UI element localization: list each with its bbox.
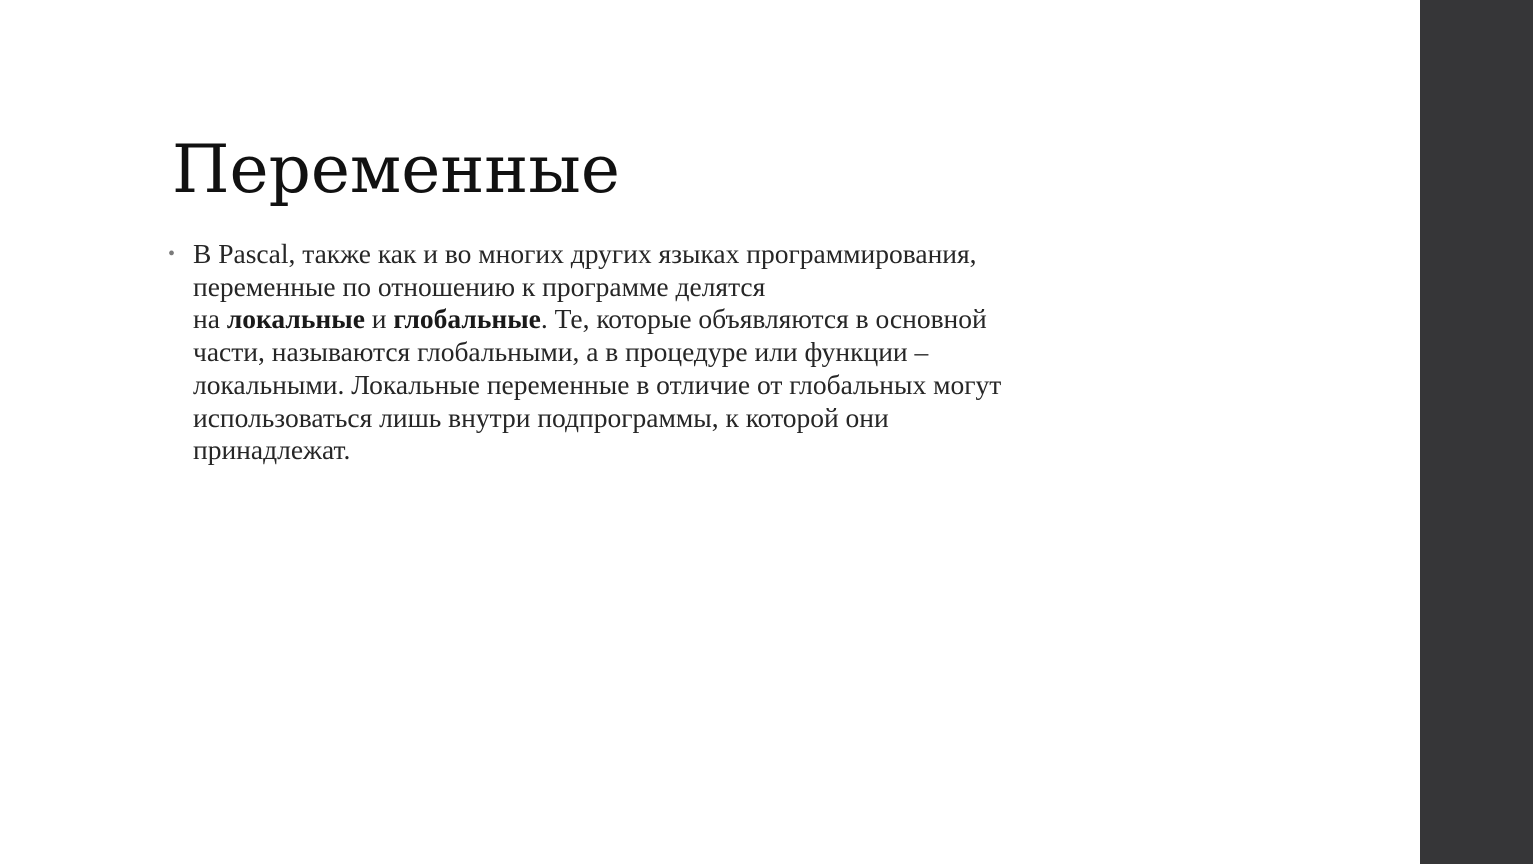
paragraph-line-4: части, называются глобальными, а в процедуре или функции – xyxy=(193,336,929,368)
line3-suffix: . Те, которые объявляются в основной xyxy=(540,303,987,335)
paragraph-line-6: использоваться лишь внутри подпрограммы, к которой они xyxy=(193,401,889,433)
line3-prefix: на xyxy=(193,303,227,335)
bold-term-local: локальные xyxy=(226,303,365,335)
line3-mid: и xyxy=(364,303,394,335)
paragraph-line-7: принадлежат. xyxy=(193,434,351,466)
slide-title: Переменные xyxy=(172,131,620,208)
paragraph-line-3 xyxy=(193,303,1178,336)
paragraph-line-1: В Pascal, также как и во многих других языках программирования, xyxy=(193,238,977,269)
bullet-paragraph xyxy=(193,238,1178,467)
slide-body xyxy=(168,238,1178,467)
bullet-marker: • xyxy=(168,243,176,265)
right-side-bar xyxy=(1420,0,1533,864)
bold-term-global: глобальные xyxy=(393,303,541,335)
paragraph-line-5: локальными. Локальные переменные в отличие от глобальных могут xyxy=(193,368,1002,400)
paragraph-line-2: переменные по отношению к программе делятся xyxy=(193,270,766,302)
